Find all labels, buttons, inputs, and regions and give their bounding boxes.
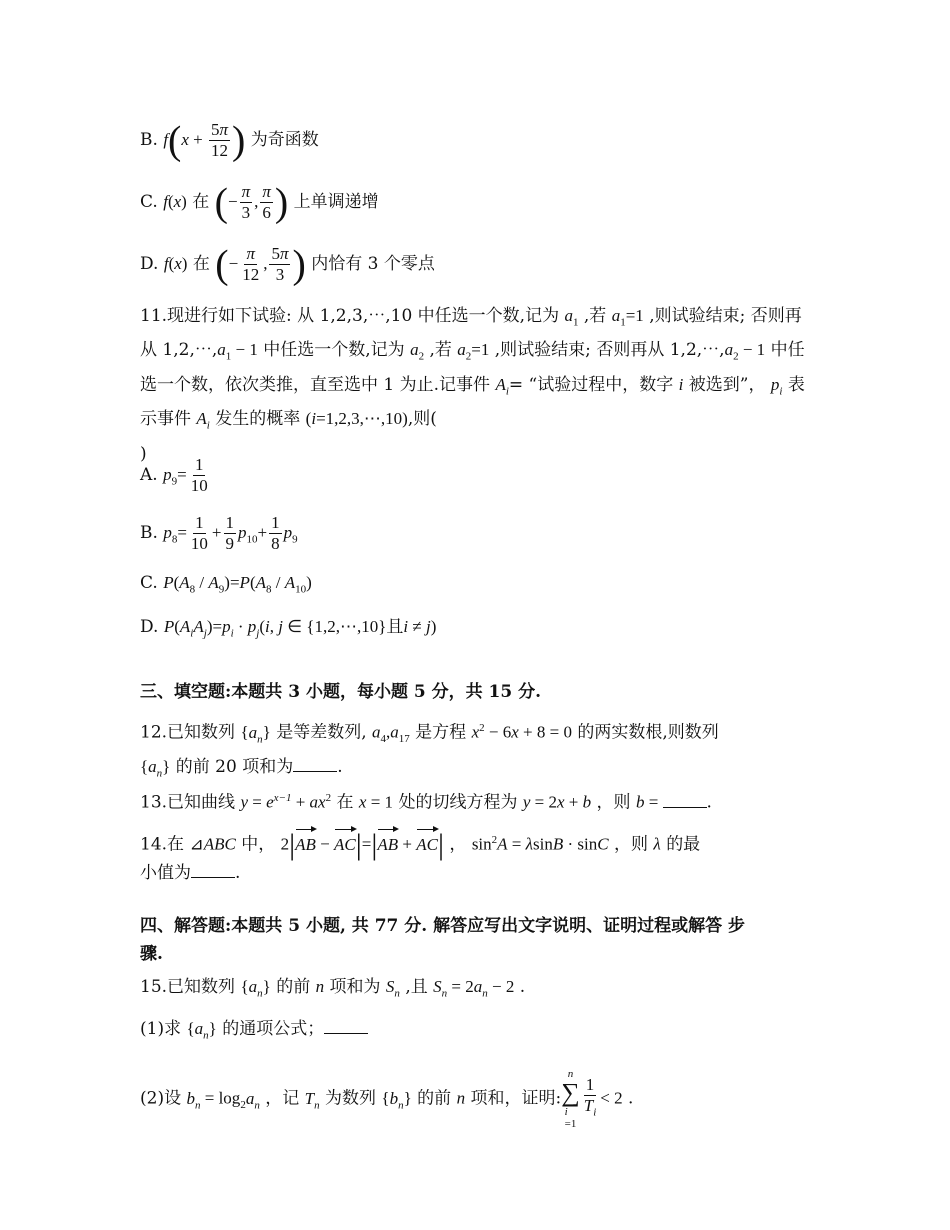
q11-option-d: D. $P(A_iA_j)=p_i \cdot p_j(i$, j ∈ {1,2,⋯,10}且i ≠ j) [140,617,437,640]
q10-option-d: D. f(x) 在 (− $\frac{\pi}{12}$ , $\frac{5\pi}{3}$ ) 内恰有 3 个零点 [140,241,435,287]
q10-option-c: C. f(x) 在 (− $\frac{\pi}{3}$ , $\frac{\pi}{6}$ ) 上单调递增 [140,179,379,225]
question-13: 13.已知曲线 $y = e^{x-1} + ax^2$ 在 x = 1 处的切线方程为 y = 2x + b ，则 b = . [140,792,712,813]
q11-option-c: C. $P(A_8 / A_9)=P(A_8 / A_{10})$ [140,573,312,596]
q11-option-b: B. $p_8=$ $\frac{1}{10}$ + $\frac{1}{9}$ $p_{10}+$ $\frac{1}{8}$ $p_9$ [140,513,298,553]
section-4-heading: 四、解答题:本题共 5 小题, 共 77 分. 解答应写出文字说明、证明过程或解答 步 骤. [140,916,746,964]
question-11: 11.现进行如下试验: 从 1,2,3,⋯,10 中任选一个数,记为 $a_1$ ,若 $a_1=1$ ,则试验结束; 否则再从 $1,2,\cdots,a_1 - 1$ 中任选一个数,记为 $a_2$ ,若 $a_2=1$ ,则试验结束; 否则再从 $1,2,\cdots,a_2 - 1$ 中任选一个数，依次类推，直至选中 1 为止.记事件 $A_i=$ “试验过程中，数字 i 被选到”， $p_i$ 表示事件 $A_i$ 发生的概率 (i=1,2,3,⋯,10),则( ) [140,306,805,464]
q15-part-1: (1)求 $\{a_n\}$ 的通项公式； [140,1018,368,1046]
fraction: $\frac{5\pi}{12}$ [211,120,229,160]
question-14: 14.在 ⊿ABC 中， 2|AB − AC|=|AB + AC| ， $\sin^2A = \lambda\sin B \cdot \sin C$ ，则 λ 的最 小值为 . [140,828,701,884]
question-12: 12.已知数列 $\{a_n\}$ 是等差数列, $a_4,a_{17}$ 是方程 $x^2 - 6x + 8 = 0$ 的两实数根,则数列 $\{a_n\}$ 的前 20 项和为 . [140,722,719,780]
q11-option-a: A. $p_9=$ $\frac{1}{10}$ [140,455,208,495]
q15-part-2: (2)设 $b_n = \log_2a_n$ ，记 $T_n$ 为数列 $\{b_n\}$ 的前 n 项和，证明: n ∑ i =1 $\frac{1}{T_i}$ < 2 . [140,1068,634,1130]
question-15: 15.已知数列 $\{a_n\}$ 的前 n 项和为 $S_n$ ,且 $S_n = 2a_n - 2$ . [140,977,526,1000]
q10-option-b: B. f(x + $\frac{5\pi}{12}$ ) 为奇函数 [140,117,319,163]
summation: n ∑ i =1 [561,1068,580,1130]
section-3-heading: 三、填空题:本题共 3 小题，每小题 5 分，共 15 分. [140,682,542,702]
